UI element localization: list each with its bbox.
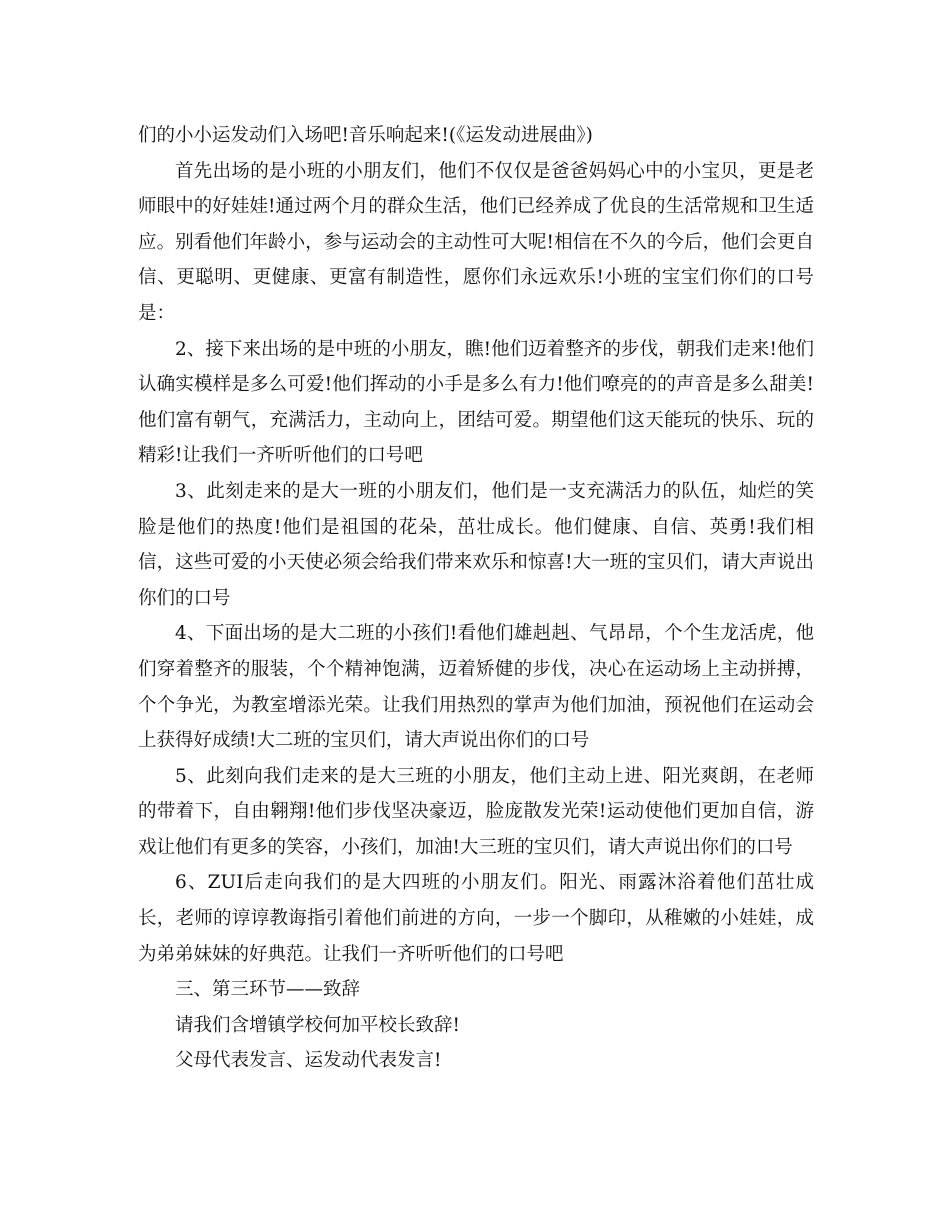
section-heading-speech: 三、第三环节——致辞 [175,979,361,1001]
paragraph-big-class-1: 3、此刻走来的是大一班的小朋友们，他们是一支充满活力的队伍，灿烂的笑脸是他们的热度!他们是祖国的花朵，茁壮成长。他们健康、自信、英勇!我们相信，这些可爱的小天使必须会给我们带来欢乐和惊喜!大一班的宝贝们，请大声说出你们的口号 [138,480,814,609]
paragraph-big-class-3: 5、此刻向我们走来的是大三班的小朋友，他们主动上进、阳光爽朗，在老师的带着下，自由翱翔!他们步伐坚决豪迈，脸庞散发光荣!运动使他们更加自信，游戏让他们有更多的笑容，小孩们，加油!大三班的宝贝们，请大声说出你们的口号 [138,765,814,858]
paragraph-middle-class: 2、接下来出场的是中班的小朋友，瞧!他们迈着整齐的步伐，朝我们走来!他们认确实模样是多么可爱!他们挥动的小手是多么有力!他们嘹亮的的声音是多么甜美!他们富有朝气，充满活力，主动向上，团结可爱。期望他们这天能玩的快乐、玩的精彩!让我们一齐听听他们的口号吧 [138,338,814,467]
paragraph-continuation: 们的小小运发动们入场吧!音乐响起来!(《运发动进展曲》) [138,125,593,146]
document-body [138,118,814,1079]
paragraph-big-class-2: 4、下面出场的是大二班的小孩们!看他们雄赳赳、气昂昂，个个生龙活虎，他们穿着整齐的服装，个个精神饱满，迈着矫健的步伐，决心在运动场上主动拼搏，个个争光，为教室增添光荣。让我们用热烈的掌声为他们加油，预祝他们在运动会上获得好成绩!大二班的宝贝们，请大声说出你们的口号 [138,623,814,752]
paragraph-big-class-4: 6、ZUI后走向我们的是大四班的小朋友们。阳光、雨露沐浴着他们茁壮成长，老师的谆谆教诲指引着他们前进的方向，一步一个脚印，从稚嫩的小娃娃，成为弟弟妹妹的好典范。让我们一齐听听他们的口号吧 [138,872,814,965]
paragraph-small-class: 首先出场的是小班的小朋友们，他们不仅仅是爸爸妈妈心中的小宝贝，更是老师眼中的好娃娃!通过两个月的群众生活，他们已经养成了优良的生活常规和卫生适应。别看他们年龄小，参与运动会的主动性可大呢!相信在不久的今后，他们会更自信、更聪明、更健康、更富有制造性，愿你们永远欢乐!小班的宝宝们你们的口号是： [138,160,814,324]
paragraph-representative-speech: 父母代表发言、运发动代表发言! [175,1050,442,1072]
paragraph-principal-speech: 请我们含增镇学校何加平校长致辞! [175,1014,460,1036]
